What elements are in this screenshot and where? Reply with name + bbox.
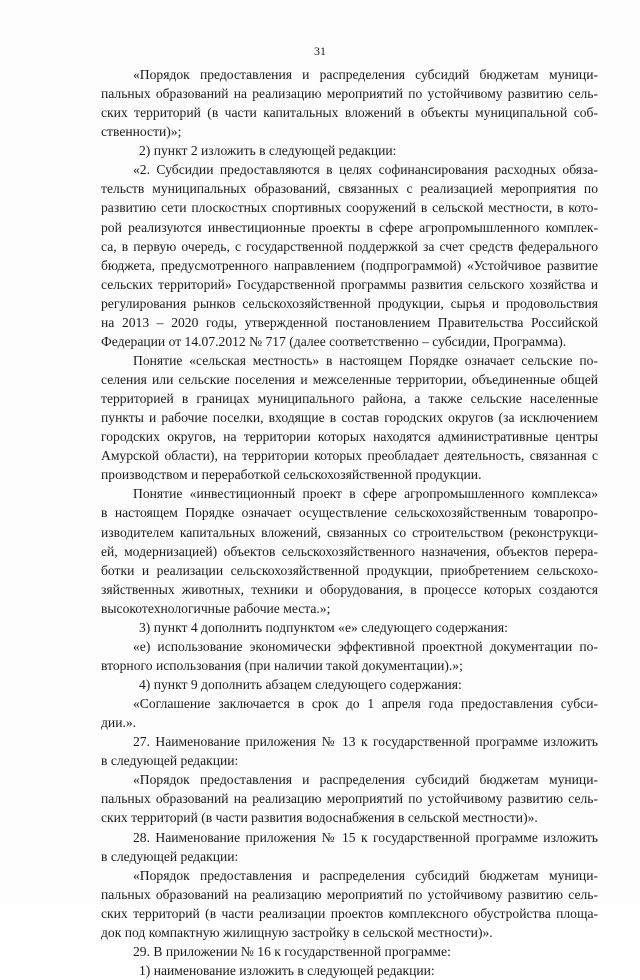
text-line: «Порядок предоставления и распределения субсидий бюджетам муници- <box>133 867 598 883</box>
text-line: «е) использование экономически эффективной проектной документации по- <box>133 638 598 654</box>
text-line: 3) пункт 4 дополнить подпунктом «е» следующего содержания: <box>139 619 508 635</box>
text-line: бюджета, предусмотренного направлением (подпрограммой) «Устойчивое развитие <box>101 257 598 273</box>
document-body <box>101 65 598 980</box>
text-line: в следующей редакции: <box>101 848 239 864</box>
text-line: Понятие «сельская местность» в настоящем Порядке означает сельские по- <box>133 352 598 368</box>
text-line: «Порядок предоставления и распределения субсидий бюджетам муници- <box>133 772 598 788</box>
text-line: «Порядок предоставления и распределения субсидий бюджетам муници- <box>133 67 598 82</box>
text-line: городских округов, на территории которых находятся административные центры <box>101 429 598 445</box>
text-line: пальных образований на реализацию мероприятий по устойчивому развитию сель- <box>101 791 598 807</box>
text-line: ственности)»; <box>101 124 182 140</box>
page-number: 31 <box>314 44 326 58</box>
text-line: «2. Субсидии предоставляются в целях софинансирования расходных обяза- <box>133 162 598 178</box>
text-line: селения или сельские поселения и межселенные территории, объединенные общей <box>101 372 598 387</box>
text-line: развитию сети плоскостных спортивных сооружений в сельской местности, в кото- <box>101 200 598 216</box>
text-line: ботки и реализации сельскохозяйственной продукции, приобретением сельскохо- <box>101 562 598 578</box>
text-line: территорией в границах муниципального района, а также сельские населенные <box>101 391 598 407</box>
text-line: Понятие «инвестиционный проект в сфере агропромышленного комплекса» <box>133 486 598 502</box>
text-line: са, в первую очередь, с государственной поддержкой за счет средств федерального <box>101 238 598 254</box>
text-line: сельских территорий» Государственной программы развития сельского хозяйства и <box>101 276 598 292</box>
text-line: в настоящем Порядке означает осуществление сельскохозяйственным товаропро- <box>101 505 598 521</box>
text-line: регулирования рынков сельскохозяйственной продукции, сырья и продовольствия <box>101 295 598 311</box>
text-line: в следующей редакции: <box>101 753 239 769</box>
text-line: Федерации от 14.07.2012 № 717 (далее соответственно – субсидии, Программа). <box>101 333 567 349</box>
text-line: ских территорий (в части развития водоснабжения в сельской местности)». <box>101 810 538 826</box>
text-line: пункты и рабочие поселки, входящие в состав городских округов (за исключением <box>101 410 598 426</box>
text-line: Амурской области), на территории которых преобладает деятельность, связанная с <box>101 448 598 464</box>
text-line: рой реализуются инвестиционные проекты в сфере агропромышленного комплек- <box>101 219 598 235</box>
text-line: производством и переработкой сельскохозяйственной продукции. <box>101 467 482 483</box>
text-line: ей, модернизацией) объектов сельскохозяйственного назначения, объектов перера- <box>101 543 598 559</box>
text-line: 27. Наименование приложения № 13 к государственной программе изложить <box>133 734 598 750</box>
text-line: изводителем капитальных вложений, связанных со строительством (реконструкци- <box>101 524 598 540</box>
text-line: высокотехнологичные рабочие места.»; <box>101 600 331 616</box>
text-line: 2) пункт 2 изложить в следующей редакции: <box>139 143 397 159</box>
text-line: на 2013 – 2020 годы, утвержденной постановлением Правительства Российской <box>101 314 598 330</box>
text-line: 28. Наименование приложения № 15 к государственной программе изложить <box>133 829 598 845</box>
text-line: зяйственных животных, техники и оборудования, в процессе которых создаются <box>101 581 598 597</box>
text-line: пальных образований на реализацию мероприятий по устойчивому развитию сель- <box>101 86 598 102</box>
text-line: дии.». <box>101 715 137 731</box>
text-line: ских территорий (в части реализации проектов комплексного обустройства площа- <box>101 905 598 921</box>
text-line: 1) наименование изложить в следующей редакции: <box>139 962 435 978</box>
text-line: пальных образований на реализацию мероприятий по устойчивому развитию сель- <box>101 886 598 902</box>
text-line: 29. В приложении № 16 к государственной программе: <box>133 943 451 959</box>
text-line: ских территорий (в части капитальных вложений в объекты муниципальной соб- <box>101 105 598 121</box>
text-line: тельств муниципальных образований, связанных с реализацией мероприятия по <box>101 181 598 197</box>
text-line: 4) пункт 9 дополнить абзацем следующего содержания: <box>139 677 462 692</box>
text-line: вторного использования (при наличии такой документации).»; <box>101 657 463 673</box>
text-line: док под компактную жилищную застройку в сельской местности)». <box>101 924 493 940</box>
text-line: «Соглашение заключается в срок до 1 апреля года предоставления субси- <box>133 696 598 712</box>
